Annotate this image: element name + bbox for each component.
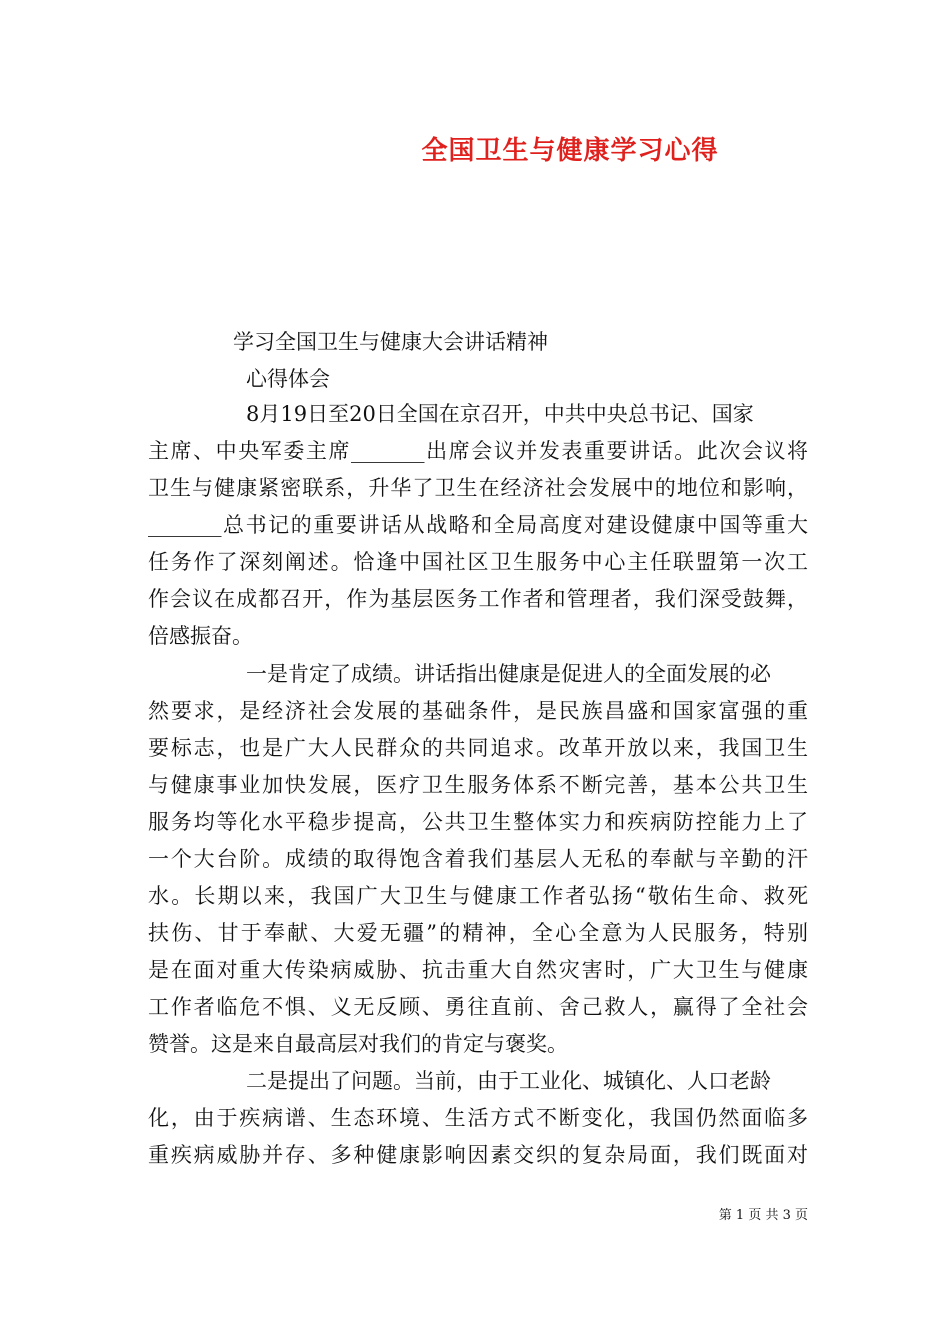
paragraph-line: 8月19日至20日全国在京召开，中共中央总书记、国家 — [246, 402, 754, 426]
paragraph-line: 一是肯定了成绩。讲话指出健康是促进人的全面发展的必 — [246, 662, 771, 686]
paragraph-line: 作会议在成都召开，作为基层医务工作者和管理者，我们深受鼓舞， — [148, 587, 808, 611]
paragraph-line: 扶伤、甘于奉献、大爱无疆”的精神，全心全意为人民服务，特别 — [148, 921, 808, 945]
paragraph-line: 主席、中央军委主席_______出席会议并发表重要讲话。此次会议将 — [148, 439, 808, 463]
paragraph-line: 是在面对重大传染病威胁、抗击重大自然灾害时，广大卫生与健康 — [148, 958, 808, 982]
paragraph-3 — [148, 1063, 808, 1174]
paragraph-line: 水。长期以来，我国广大卫生与健康工作者弘扬“敬佑生命、救死 — [148, 884, 808, 908]
paragraph-line: _______总书记的重要讲话从战略和全局高度对建设健康中国等重大 — [148, 513, 808, 537]
paragraph-line: 重疾病威胁并存、多种健康影响因素交织的复杂局面，我们既面对 — [148, 1143, 808, 1167]
paragraph-line: 一个大台阶。成绩的取得饱含着我们基层人无私的奉献与辛勤的汗 — [148, 847, 808, 871]
paragraph-line: 要标志，也是广大人民群众的共同追求。改革开放以来，我国卫生 — [148, 736, 808, 760]
document-subtitle: 学习全国卫生与健康大会讲话精神 — [233, 330, 548, 354]
paragraph-1 — [148, 396, 808, 655]
paragraph-line: 与健康事业加快发展，医疗卫生服务体系不断完善，基本公共卫生 — [148, 773, 808, 797]
document-title: 全国卫生与健康学习心得 — [421, 136, 719, 166]
paragraph-line: 二是提出了问题。当前，由于工业化、城镇化、人口老龄 — [246, 1069, 771, 1093]
document-subtitle-2: 心得体会 — [246, 367, 330, 391]
paragraph-line: 工作者临危不惧、义无反顾、勇往直前、舍己救人，赢得了全社会 — [148, 995, 808, 1019]
paragraph-line: 卫生与健康紧密联系，升华了卫生在经济社会发展中的地位和影响， — [148, 476, 808, 500]
paragraph-line: 任务作了深刻阐述。恰逢中国社区卫生服务中心主任联盟第一次工 — [148, 550, 808, 574]
paragraph-2 — [148, 656, 808, 1063]
paragraph-line: 倍感振奋。 — [148, 624, 253, 648]
page-number-footer: 第 1 页 共 3 页 — [718, 1208, 808, 1223]
paragraph-line: 赞誉。这是来自最高层对我们的肯定与褒奖。 — [148, 1032, 568, 1056]
paragraph-line: 然要求，是经济社会发展的基础条件，是民族昌盛和国家富强的重 — [148, 699, 808, 723]
paragraph-line: 化，由于疾病谱、生态环境、生活方式不断变化，我国仍然面临多 — [148, 1106, 808, 1130]
paragraph-line: 服务均等化水平稳步提高，公共卫生整体实力和疾病防控能力上了 — [148, 810, 808, 834]
